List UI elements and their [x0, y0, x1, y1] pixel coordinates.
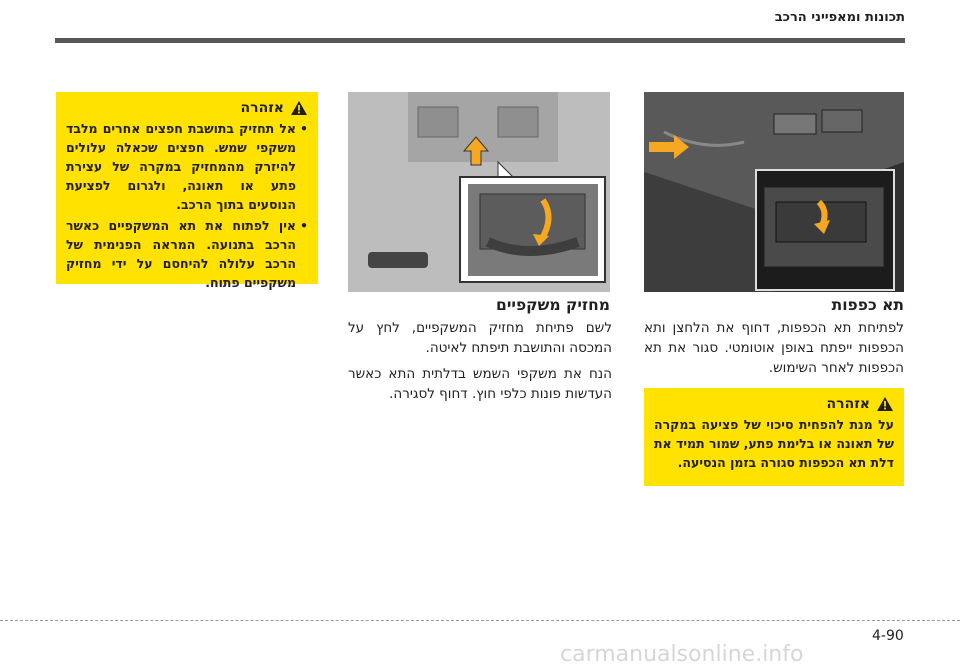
footer-rule [0, 620, 960, 621]
warning-heading-text: אזהרה [240, 100, 284, 116]
sunglass-warning-list [66, 119, 308, 292]
sunglass-body [348, 318, 612, 410]
glovebox-warning-text: על מנת להפחית סיכוי של פציעה במקרה של תאונה או בלימת פתע, שמור תמיד את דלת תא הכפפות סגורה בזמן הנסיעה. [654, 417, 894, 470]
glovebox-body: לפתיחת תא הכפפות, דחוף את הלחצן ותא הכפפות ייפתח באופן אוטומטי. סגור את תא הכפפות לאחר השימוש. [644, 320, 904, 376]
warning-triangle-icon [876, 396, 894, 412]
glovebox-title: תא כפפות [831, 296, 904, 314]
sunglass-title: מחזיק משקפיים [496, 296, 610, 314]
glovebox-photo [644, 92, 904, 292]
sunglass-holder-photo [348, 92, 610, 292]
list-item: • אל תחזיק בתושבת חפצים אחרים מלבד משקפי שמש. חפצים שכאלה עלולים להיזרק מהמחזיק במקרה של עצירת פתע או תאונה, ולגרום לפציעת הנוסעים בתוך הרכב. [66, 119, 308, 214]
header-title: תכונות ומאפייני הרכב [774, 10, 905, 25]
sunglass-warning-heading [66, 100, 308, 116]
warning-heading-text: אזהרה [826, 396, 870, 412]
sunglass-warning-box [56, 92, 318, 290]
list-item: • אין לפתוח את תא המשקפיים כאשר הרכב בתנועה. המראה הפנימית של הרכב עלולה להיחסם על ידי מחזיק משקפיים פתוח. [66, 216, 308, 292]
glovebox-warning-heading [654, 396, 894, 412]
sunglass-paragraph: לשם פתיחת מחזיק המשקפיים, לחץ על המכסה והתושבת תיפתח לאיטה. [348, 320, 612, 356]
page-number: 4-90 [872, 628, 904, 644]
header-rule [55, 38, 905, 43]
warning-triangle-icon [290, 100, 308, 116]
glovebox-warning-box [644, 388, 904, 486]
sunglass-paragraph: הנח את משקפי השמש בדלתית התא כאשר העדשות פונות כלפי חוץ. דחוף לסגירה. [348, 366, 612, 402]
watermark: carmanualsonline.info [560, 642, 804, 667]
